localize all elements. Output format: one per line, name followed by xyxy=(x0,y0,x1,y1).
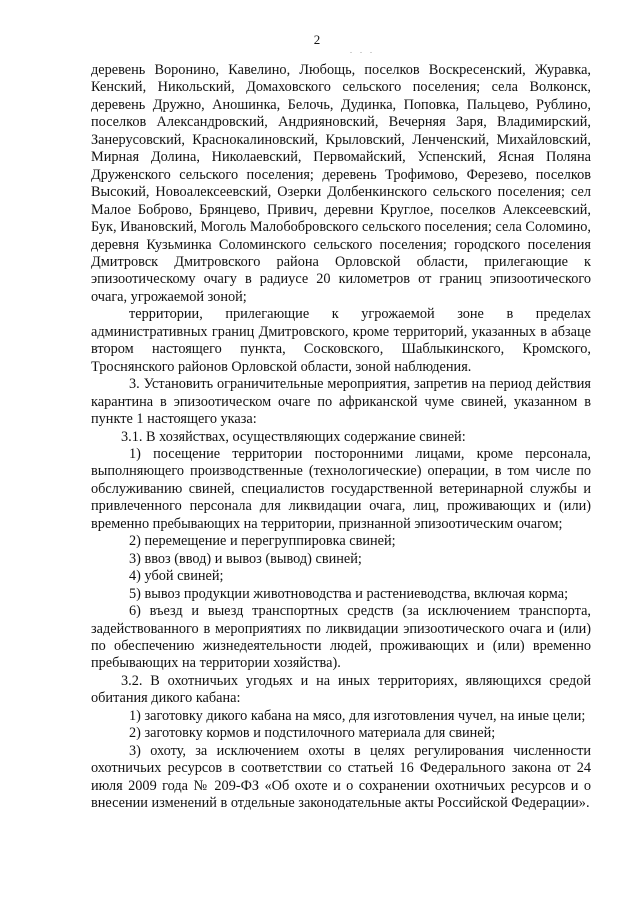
scan-artifact: . . . xyxy=(350,46,375,55)
paragraph-item-3: 3. Установить ограничительные мероприятия, запретив на период действия карантина в эпизоотическом очаге по африканской чуме свиней, указанном в пункте 1 настоящего указа: xyxy=(91,376,591,428)
paragraph-settlements-list: деревень Воронино, Кавелино, Любощь, поселков Воскресенский, Журавка, Кенский, Никольский, Домаховского сельского поселения; села Волконск, деревень Дружно, Аношинка, Белочь, Дудинка, Поповка, Пальцево, Рублино, поселков Александровский, Андрияновский, Вечерняя Заря, Владимирский, Занерусовский, Краснокалиновский, Крыловский, Ленченский, Михайловский, Мирная Долина, Николаевский, Первомайский, Успенский, Ясная Поляна Друженского сельского поселения; деревень Трофимово, Ферезево, поселков Высокий, Новоалексеевский, Озерки Долбенкинского сельского поселения; сел Малое Боброво, Брянцево, Привич, деревни Круглое, поселков Алексеевский, Бук, Ивановский, Моголь Малобобровского сельского поселения; села Соломино, деревня Кузьминка Соломинского сельского поселения; городского поселения Дмитровск Дмитровского района Орловской области, прилегающие к эпизоотическому очагу в радиусе 20 километров от границ эпизоотического очага, угрожаемой зоной; xyxy=(91,62,591,305)
paragraph-item-3-1-2: 2) перемещение и перегруппировка свиней; xyxy=(129,533,396,550)
paragraph-item-3-2-1: 1) заготовку дикого кабана на мясо, для изготовления чучел, на иные цели; xyxy=(129,707,586,724)
paragraph-item-3-2-3: 3) охоту, за исключением охоты в целях регулирования численности охотничьих ресурсов в соответствии со статьей 16 Федерального закона от 24 июля 2009 года № 209-ФЗ «Об охоте и о сохранении охотничьих ресурсов и о внесении изменений в отдельные законодательные акты Российской Федерации». xyxy=(91,742,591,812)
paragraph-observation-zone: территории, прилегающие к угрожаемой зоне в пределах административных границ Дмитровского, кроме территорий, указанных в абзаце втором настоящего пункта, Сосковского, Шаблыкинского, Кромского, Троснянского районов Орловской области, зоной наблюдения. xyxy=(91,306,591,375)
paragraph-item-3-2-2: 2) заготовку кормов и подстилочного материала для свиней; xyxy=(129,725,496,742)
paragraph-item-3-2: 3.2. В охотничьих угодьях и на иных территориях, являющихся средой обитания дикого кабана: xyxy=(91,672,591,707)
paragraph-item-3-1: 3.1. В хозяйствах, осуществляющих содержание свиней: xyxy=(121,428,466,445)
paragraph-item-3-1-6: 6) въезд и выезд транспортных средств (за исключением транспорта, задействованного в мероприятиях по ликвидации эпизоотического очага и (или) по обеспечению жизнедеятельности людей, проживающих и (или) временно пребывающих на территории хозяйства). xyxy=(91,603,591,672)
paragraph-item-3-1-4: 4) убой свиней; xyxy=(129,568,224,585)
document-body xyxy=(91,62,591,812)
page-number: 2 xyxy=(313,32,321,47)
paragraph-item-3-1-5: 5) вывоз продукции животноводства и растениеводства, включая корма; xyxy=(129,585,569,602)
paragraph-item-3-1-3: 3) ввоз (ввод) и вывоз (вывод) свиней; xyxy=(129,550,362,567)
paragraph-item-3-1-1: 1) посещение территории посторонними лицами, кроме персонала, выполняющего производственные (технологические) операции, в том числе по обслуживанию свиней, специалистов государственной ветеринарной службы и привлеченного персонала для ликвидации очага, лиц, проживающих и (или) временно пребывающих на территории, признанной эпизоотическим очагом; xyxy=(91,445,591,532)
